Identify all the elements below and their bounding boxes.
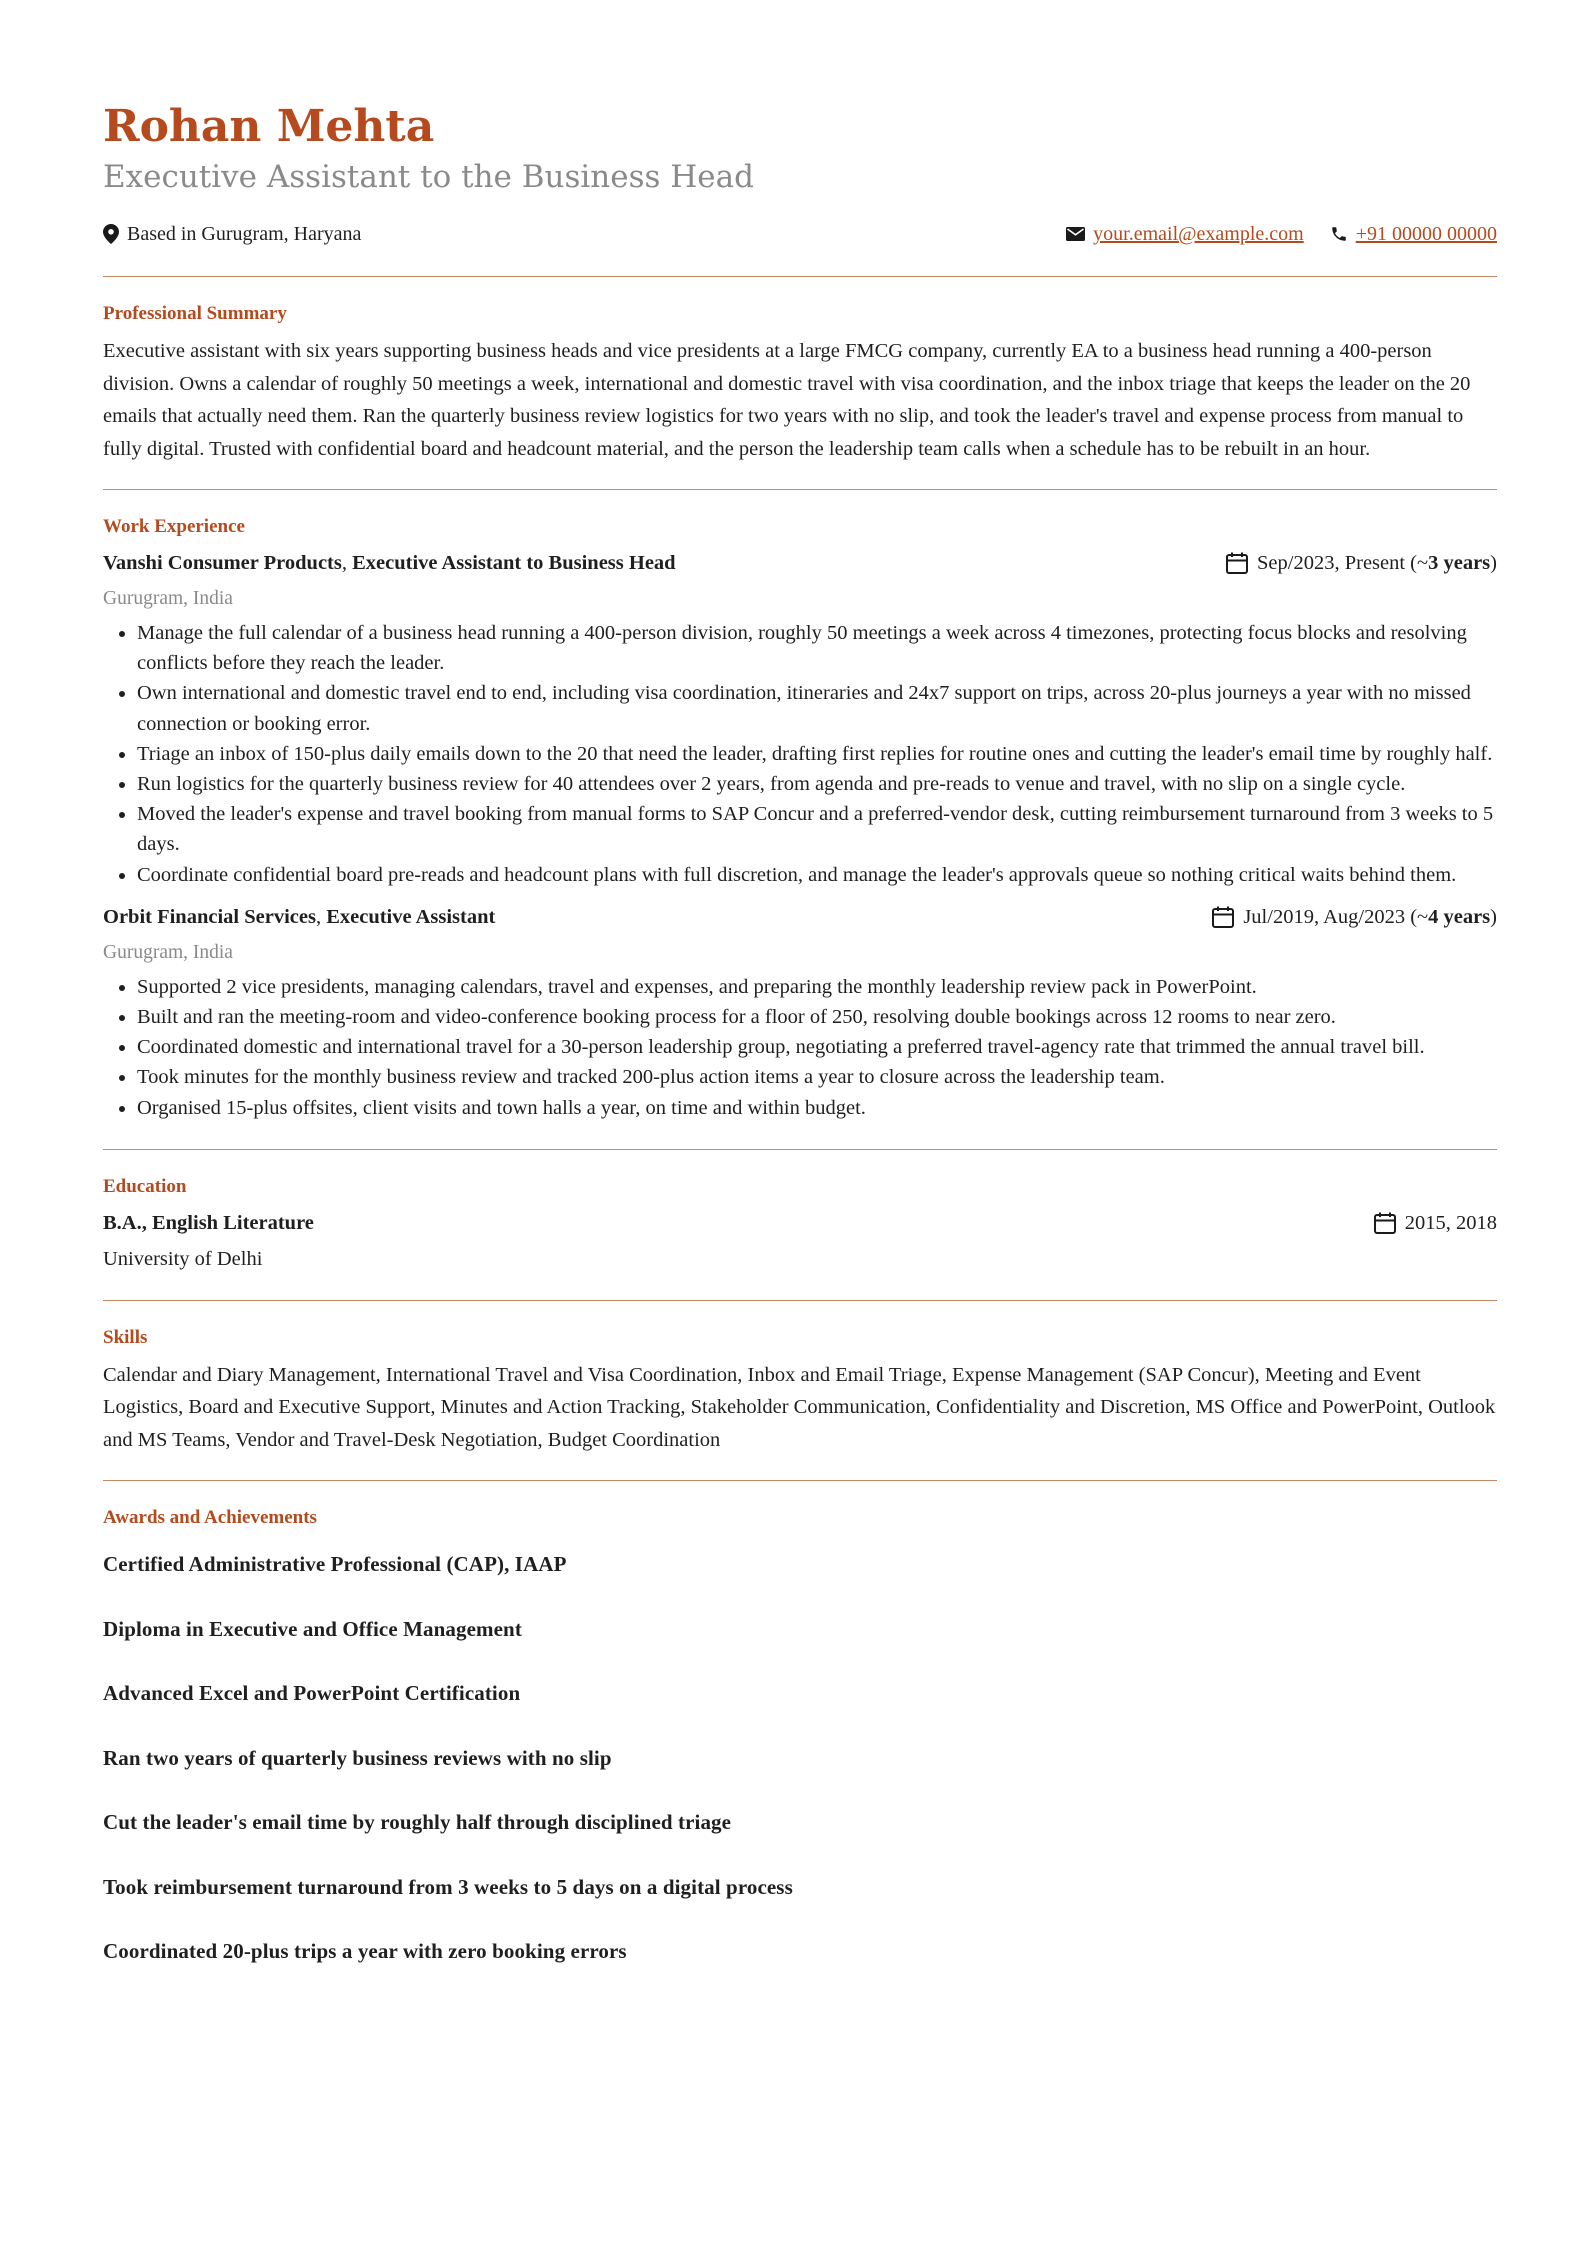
list-item: • Took minutes for the monthly business review and tracked 200-plus action items a year to closure across the leadership team. (137, 1062, 1497, 1092)
job-role: Executive Assistant (326, 905, 496, 928)
location-text: Based in Gurugram, Haryana (127, 223, 362, 245)
job-company: Orbit Financial Services (103, 905, 316, 928)
education-header (103, 1208, 1497, 1238)
job-duration: 3 years (1428, 552, 1491, 574)
contact-row (103, 220, 1497, 248)
phone-icon (1330, 225, 1348, 243)
job-date-close: ) (1490, 905, 1497, 928)
job-company: Vanshi Consumer Products (103, 552, 342, 574)
list-item: • Own international and domestic travel end to end, including visa coordination, itineraries and 24x7 support on trips, across 20-plus journeys a year with no missed connection or booking error. (137, 678, 1497, 738)
list-item: • Organised 15-plus offsites, client visits and town halls a year, on time and within budget. (137, 1093, 1497, 1123)
skills-section (103, 1301, 1497, 1457)
candidate-name: Rohan Mehta (103, 101, 435, 152)
award-item: Certified Administrative Professional (CAP), IAAP (103, 1552, 567, 1577)
email-link[interactable]: your.email@example.com (1093, 223, 1304, 245)
summary-section (103, 277, 1497, 465)
skills-text: Calendar and Diary Management, International Travel and Visa Coordination, Inbox and Email Triage, Expense Management (SAP Concur), Meeting and Event Logistics, Board and Executive Support, Minutes and Action Tracking, Stakeholder Communication, Confidentiality and Discretion, MS Office and PowerPoint, Outlook and MS Teams, Vendor and Travel-Desk Negotiation, Budget Coordination (103, 1363, 1496, 1451)
job-bullets (103, 972, 1497, 1123)
phone-item (1330, 220, 1497, 248)
award-item: Took reimbursement turnaround from 3 weeks to 5 days on a digital process (103, 1874, 793, 1899)
job-duration: 4 years (1428, 905, 1491, 928)
job-location: Gurugram, India (103, 588, 233, 609)
list-item: • Coordinated domestic and international travel for a 30-person leadership group, negotiating a preferred travel-agency rate that trimmed the annual travel bill. (137, 1032, 1497, 1062)
award-item: Cut the leader's email time by roughly half through disciplined triage (103, 1810, 732, 1835)
list-item: • Supported 2 vice presidents, managing calendars, travel and expenses, and preparing the monthly leadership review pack in PowerPoint. (137, 972, 1497, 1002)
job-dates (1225, 548, 1497, 578)
list-item: • Coordinate confidential board pre-reads and headcount plans with full discretion, and manage the leader's approvals queue so nothing critical waits behind them. (137, 860, 1497, 890)
calendar-icon (1211, 905, 1235, 929)
envelope-icon (1066, 227, 1085, 241)
job-date-range: Jul/2019, Aug/2023 (~ (1243, 905, 1429, 928)
education-date-range: 2015, 2018 (1404, 1211, 1497, 1234)
section-heading-summary: Professional Summary (103, 303, 287, 324)
section-heading-experience: Work Experience (103, 516, 245, 537)
list-item: • Run logistics for the quarterly business review for 40 attendees over 2 years, from agenda and pre-reads to venue and travel, with no slip on a single cycle. (137, 769, 1497, 799)
list-item: • Triage an inbox of 150-plus daily emails down to the 20 that need the leader, drafting first replies for routine ones and cutting the leader's email time by roughly half. (137, 739, 1497, 769)
job-separator: , (341, 552, 353, 574)
job-entry (103, 548, 1497, 890)
award-item: Coordinated 20-plus trips a year with zero booking errors (103, 1939, 627, 1964)
calendar-icon (1373, 1211, 1397, 1235)
map-pin-icon (103, 224, 119, 244)
phone-link[interactable]: +91 00000 00000 (1355, 223, 1497, 245)
job-dates (1211, 902, 1497, 932)
job-separator: , (315, 905, 327, 928)
location-item (103, 220, 361, 248)
job-header (103, 902, 1497, 932)
education-section (103, 1150, 1497, 1274)
section-heading-skills: Skills (103, 1326, 148, 1348)
section-heading-awards: Awards and Achievements (103, 1507, 317, 1529)
education-school: University of Delhi (103, 1247, 263, 1270)
education-degree: B.A., English Literature (103, 1211, 314, 1234)
job-header (103, 548, 1497, 578)
section-heading-education: Education (103, 1175, 187, 1197)
list-item: • Manage the full calendar of a business head running a 400-person division, roughly 50 meetings a week across 4 timezones, protecting focus blocks and resolving conflicts before they reach the leader. (137, 618, 1497, 678)
education-dates (1373, 1208, 1497, 1238)
job-location: Gurugram, India (103, 941, 233, 963)
calendar-icon (1225, 551, 1249, 575)
award-item: Diploma in Executive and Office Management (103, 1616, 522, 1641)
list-item: • Built and ran the meeting-room and video-conference booking process for a floor of 250, resolving double bookings across 12 rooms to near zero. (137, 1002, 1497, 1032)
award-item: Advanced Excel and PowerPoint Certification (103, 1681, 521, 1706)
job-role: Executive Assistant to Business Head (352, 552, 676, 574)
summary-text: Executive assistant with six years supporting business heads and vice presidents at a large FMCG company, currently EA to a business head running a 400-person division. Owns a calendar of roughly 50 meetings a week, international and domestic travel with visa coordination, and the inbox triage that keeps the leader on the 20 emails that actually need them. Ran the quarterly business review logistics for two years with no slip, and took the leader's travel and expense process from manual to fully digital. Trusted with confidential board and headcount material, and the person the leadership team calls when a schedule has to be rebuilt in an hour. (103, 340, 1471, 460)
award-item: Ran two years of quarterly business reviews with no slip (103, 1745, 612, 1770)
job-date-range: Sep/2023, Present (~ (1257, 552, 1429, 574)
experience-section (103, 490, 1497, 1123)
job-entry (103, 902, 1497, 1123)
candidate-headline: Executive Assistant to the Business Head (103, 159, 754, 195)
job-date-close: ) (1490, 552, 1497, 574)
job-bullets (103, 618, 1497, 890)
list-item: • Moved the leader's expense and travel booking from manual forms to SAP Concur and a preferred-vendor desk, cutting reimbursement turnaround from 3 weeks to 5 days. (137, 799, 1497, 859)
awards-section (103, 1481, 1497, 1966)
email-item (1066, 220, 1304, 248)
